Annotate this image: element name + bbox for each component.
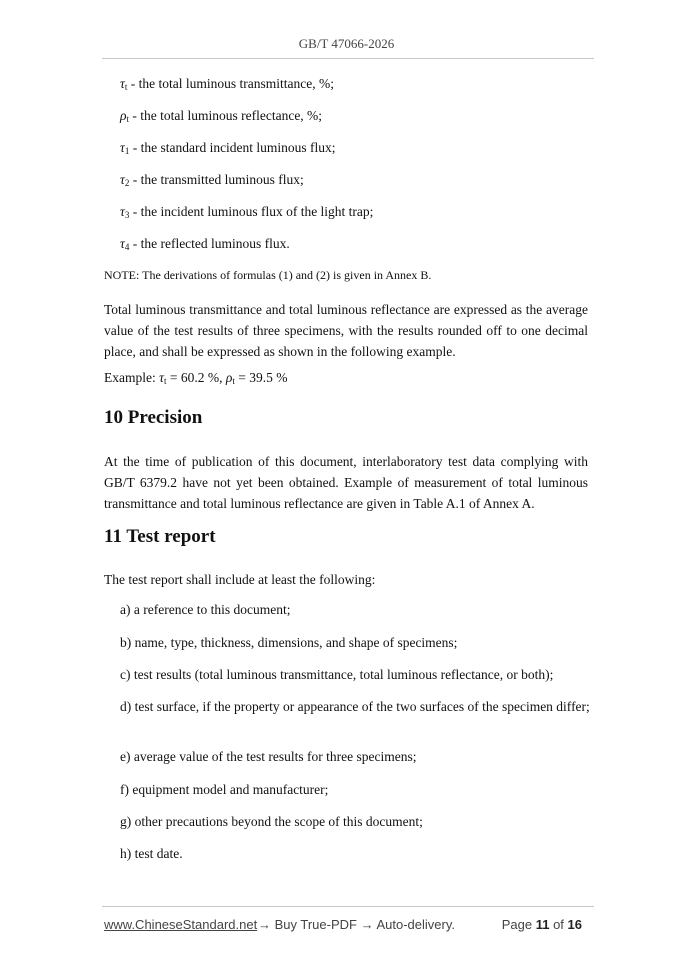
symbol-subscript: t xyxy=(124,82,128,92)
list-item: b) name, type, thickness, dimensions, and shape of specimens; xyxy=(120,635,458,650)
example-value: = 39.5 % xyxy=(234,370,288,385)
precision-paragraph: At the time of publication of this document, interlaboratory test data complying with GB/T 6379.2 have not yet been obtained. Example of measurement of total luminous transmittance and total luminous reflectance are given in Table A.1 of Annex A. xyxy=(104,454,588,511)
list-item: e) average value of the test results for three specimens; xyxy=(120,749,417,764)
example-value: = 60.2 %, xyxy=(166,370,226,385)
list-item: a) a reference to this document; xyxy=(120,602,291,617)
result-expression-paragraph: Total luminous transmittance and total luminous reflectance are expressed as the average value of the test results of three specimens, with the results rounded off to one decimal place, and shall be expressed as shown in the following example. xyxy=(104,302,588,359)
symbol-text: - the total luminous transmittance, %; xyxy=(127,76,334,91)
promo-text: → Buy True-PDF → Auto-delivery. xyxy=(258,917,455,932)
symbol-subscript: 2 xyxy=(124,178,130,188)
symbol-definition xyxy=(120,108,322,127)
symbol: τ xyxy=(120,236,125,251)
list-item: h) test date. xyxy=(120,846,183,861)
page-label: Page xyxy=(501,917,536,932)
symbol: ρ xyxy=(120,108,127,123)
of-label: of xyxy=(549,917,568,932)
header-divider xyxy=(102,58,594,59)
symbol-subscript: 4 xyxy=(124,242,130,252)
list-item: c) test results (total luminous transmittance, total luminous reflectance, or both); xyxy=(120,667,554,682)
symbol-subscript: t xyxy=(232,376,235,386)
page-indicator xyxy=(502,917,582,932)
symbol: τ xyxy=(120,204,125,219)
symbol-subscript: t xyxy=(163,376,167,386)
section-heading-precision: 10 Precision xyxy=(104,407,203,428)
symbol: τ xyxy=(159,370,164,385)
symbol-text: - the standard incident luminous flux; xyxy=(129,140,336,155)
symbol-text: - the total luminous reflectance, %; xyxy=(129,108,323,123)
website-link[interactable]: www.ChineseStandard.net xyxy=(104,917,258,932)
list-item: f) equipment model and manufacturer; xyxy=(120,782,329,797)
symbol-subscript: 3 xyxy=(124,210,130,220)
symbol-definition xyxy=(120,236,290,255)
symbol-definition xyxy=(120,140,336,159)
symbol-definition xyxy=(120,76,334,95)
page-total: 16 xyxy=(567,917,582,932)
list-item: g) other precautions beyond the scope of this document; xyxy=(120,814,423,829)
symbol-definition xyxy=(120,172,304,191)
example-line xyxy=(104,370,287,386)
symbol: τ xyxy=(120,140,125,155)
document-code-header: GB/T 47066-2026 xyxy=(298,36,395,51)
symbol-text: - the incident luminous flux of the light trap; xyxy=(129,204,374,219)
footer-divider xyxy=(102,906,594,907)
symbol-text: - the transmitted luminous flux; xyxy=(129,172,304,187)
symbol-subscript: t xyxy=(126,114,129,124)
list-item: d) test surface, if the property or appearance of the two surfaces of the specimen differ; xyxy=(120,699,590,714)
test-report-intro: The test report shall include at least the following: xyxy=(104,572,376,587)
symbol-text: - the reflected luminous flux. xyxy=(129,236,290,251)
section-heading-test-report: 11 Test report xyxy=(104,526,216,547)
example-label: Example: xyxy=(104,370,160,385)
symbol: τ xyxy=(120,76,125,91)
symbol-definition xyxy=(120,204,373,223)
note: NOTE: The derivations of formulas (1) and (2) is given in Annex B. xyxy=(104,268,432,282)
symbol: τ xyxy=(120,172,125,187)
page-footer xyxy=(104,917,588,935)
symbol-subscript: 1 xyxy=(124,146,130,156)
page-number: 11 xyxy=(535,917,550,932)
symbol: ρ xyxy=(225,370,233,385)
